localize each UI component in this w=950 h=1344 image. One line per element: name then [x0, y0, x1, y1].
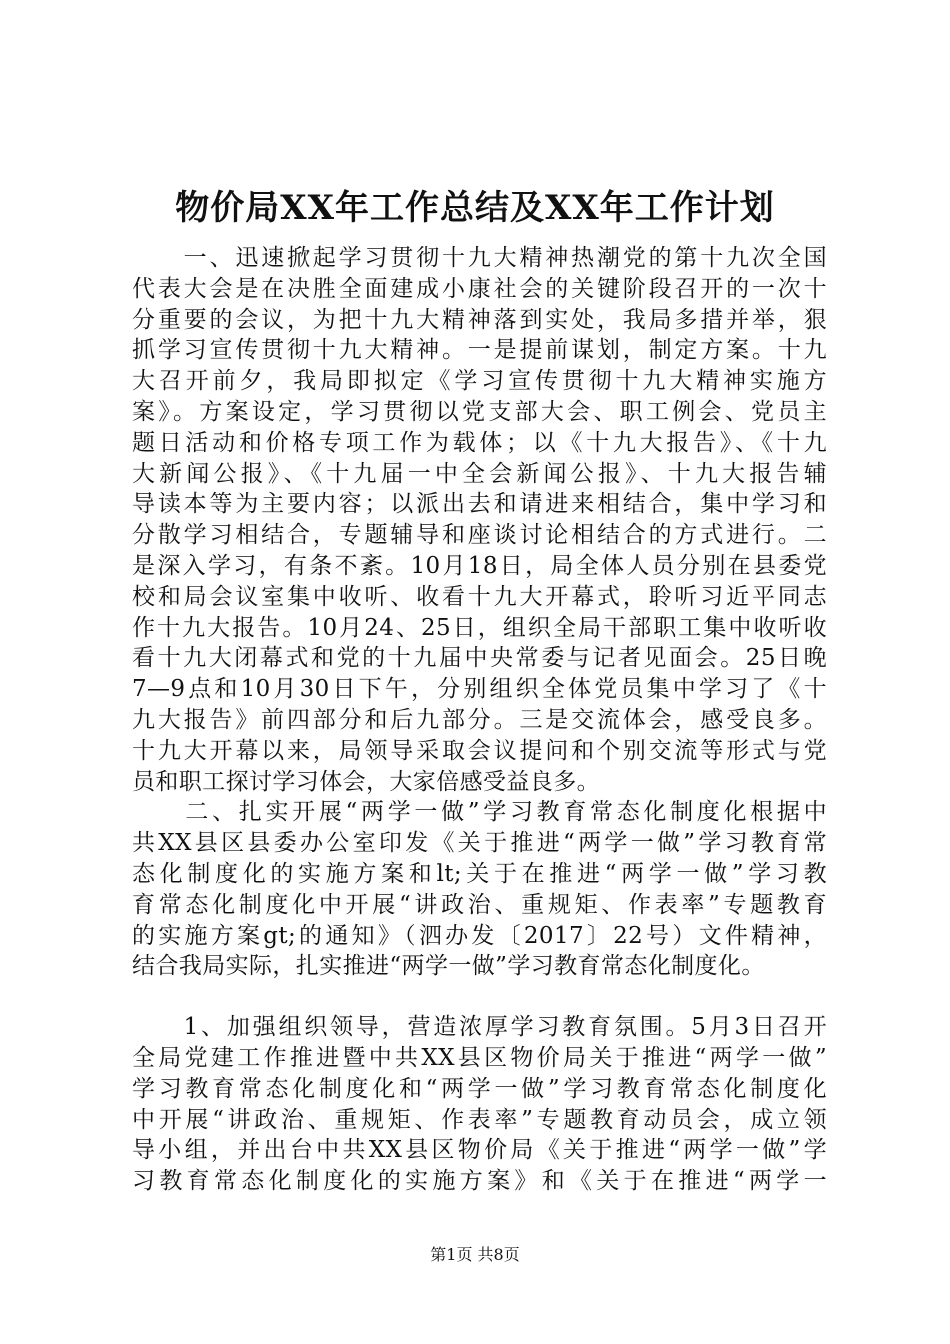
text-line: 二、扎实开展“两学一做”学习教育常态化制度化根据中: [132, 799, 827, 826]
text-line: 分散学习相结合，专题辅导和座谈讨论相结合的方式进行。二: [132, 522, 827, 549]
text-line: 分重要的会议，为把十九大精神落到实处，我局多措并举，狠: [132, 306, 827, 333]
text-line: 看十九大闭幕式和党的十九届中央常委与记者见面会。25日晚: [132, 645, 827, 672]
text-line: 1、加强组织领导，营造浓厚学习教育氛围。5月3日召开: [132, 1014, 827, 1041]
text-line: 的实施方案gt;的通知》（泗办发〔2017〕22号）文件精神，: [132, 922, 827, 949]
text-line: 导小组，并出台中共XX县区物价局《关于推进“两学一做”学: [132, 1137, 827, 1164]
text-line: 共XX县区县委办公室印发《关于推进“两学一做”学习教育常: [132, 830, 827, 857]
text-line: 大新闻公报》、《十九届一中全会新闻公报》、十九大报告辅: [132, 460, 827, 487]
text-line: 员和职工探讨学习体会，大家倍感受益良多。: [132, 768, 600, 795]
text-line: 育常态化制度化中开展“讲政治、重规矩、作表率”专题教育: [132, 891, 827, 918]
text-line: 中开展“讲政治、重规矩、作表率”专题教育动员会，成立领: [132, 1106, 827, 1133]
paragraph-block-1: [132, 243, 827, 982]
text-line: 态化制度化的实施方案和lt;关于在推进“两学一做”学习教: [132, 860, 827, 887]
text-line: 代表大会是在决胜全面建成小康社会的关键阶段召开的一次十: [132, 275, 827, 302]
paragraph-block-2: [132, 1012, 827, 1197]
document-title: 物价局XX年工作总结及XX年工作计划: [175, 188, 775, 228]
text-line: 全局党建工作推进暨中共XX县区物价局关于推进“两学一做”: [132, 1044, 827, 1071]
text-line: 抓学习宣传贯彻十九大精神。一是提前谋划，制定方案。十九: [132, 337, 827, 364]
text-line: 十九大开幕以来，局领导采取会议提问和个别交流等形式与党: [132, 737, 827, 764]
text-line: 一、迅速掀起学习贯彻十九大精神热潮党的第十九次全国: [132, 245, 827, 271]
text-line: 习教育常态化制度化的实施方案》和《关于在推进“两学一: [132, 1168, 827, 1195]
page-footer: 第1页 共8页: [430, 1245, 520, 1264]
text-line: 九大报告》前四部分和后九部分。三是交流体会，感受良多。: [132, 706, 827, 733]
text-line: 导读本等为主要内容；以派出去和请进来相结合，集中学习和: [132, 491, 827, 518]
text-line: 是深入学习，有条不紊。10月18日，局全体人员分别在县委党: [132, 552, 827, 579]
text-line: 大召开前夕，我局即拟定《学习宣传贯彻十九大精神实施方: [132, 368, 827, 395]
text-line: 校和局会议室集中收听、收看十九大开幕式，聆听习近平同志: [132, 583, 827, 610]
text-line: 7—9点和10月30日下午，分别组织全体党员集中学习了《十: [132, 676, 827, 703]
text-line: 案》。方案设定，学习贯彻以党支部大会、职工例会、党员主: [132, 398, 827, 425]
text-line: 结合我局实际，扎实推进“两学一做”学习教育常态化制度化。: [132, 953, 765, 980]
text-line: 学习教育常态化制度化和“两学一做”学习教育常态化制度化: [132, 1075, 827, 1102]
document-body: [132, 243, 827, 1197]
text-line: 题日活动和价格专项工作为载体；以《十九大报告》、《十九: [132, 429, 827, 456]
text-line: 作十九大报告。10月24、25日，组织全局干部职工集中收听收: [132, 614, 827, 641]
paragraph-gap: [132, 982, 827, 1012]
